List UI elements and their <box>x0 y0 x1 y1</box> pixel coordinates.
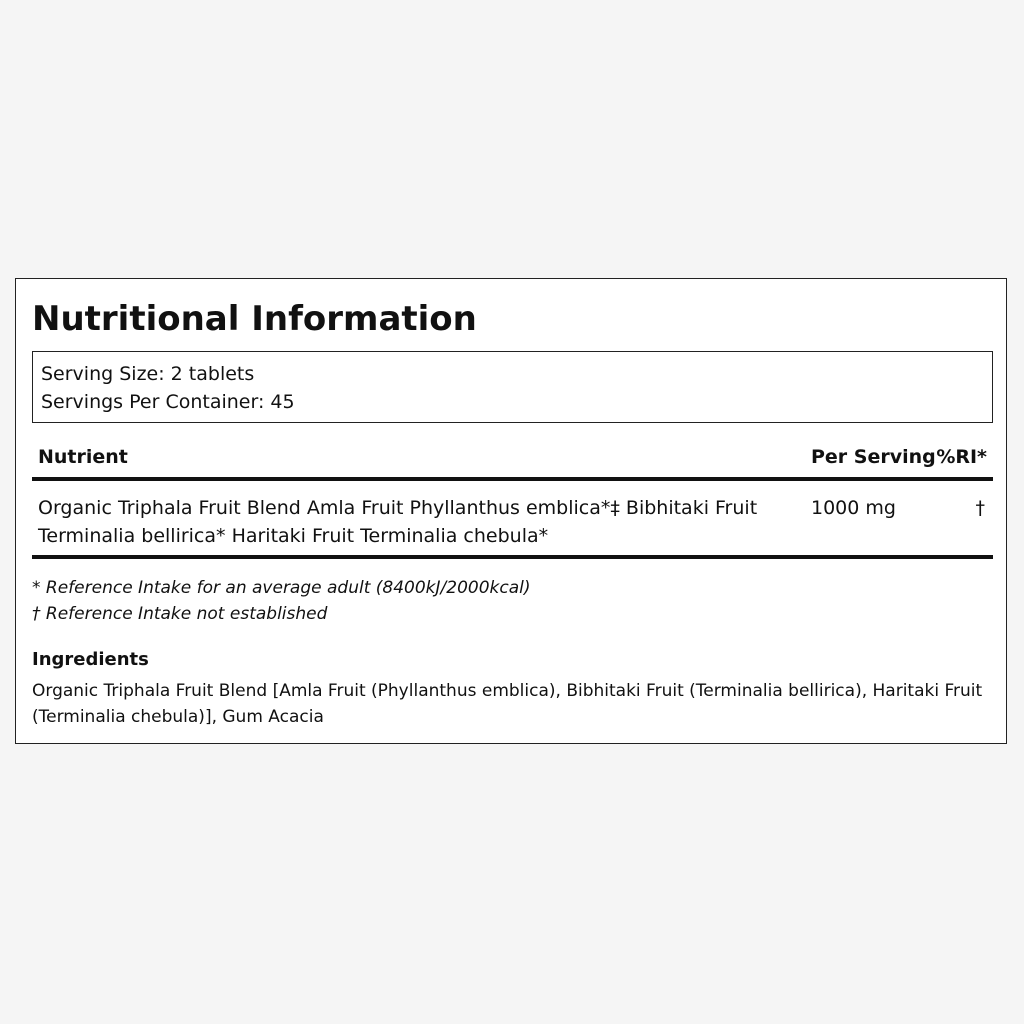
nutrient-ri: † <box>975 497 985 519</box>
ingredients-text: Organic Triphala Fruit Blend [Amla Fruit (Phyllanthus emblica), Bibhitaki Fruit (Terminalia bellirica), Haritaki Fruit (Terminalia chebula)], Gum Acacia <box>32 681 983 727</box>
table-header <box>32 435 993 481</box>
servings-per-container: Servings Per Container: 45 <box>41 391 295 413</box>
nutrient-name: Organic Triphala Fruit Blend Amla Fruit Phyllanthus emblica*‡ Bibhitaki Fruit Terminalia bellirica* Haritaki Fruit Terminalia chebula* <box>38 497 758 547</box>
table-row <box>32 481 993 559</box>
ingredients-heading: Ingredients <box>32 649 149 670</box>
page-title: Nutritional Information <box>32 299 477 339</box>
column-header-ri: %RI* <box>936 446 987 468</box>
nutrient-table <box>32 435 993 559</box>
serving-size: Serving Size: 2 tablets <box>41 363 255 385</box>
footnotes <box>32 575 531 627</box>
serving-info-box <box>32 351 993 423</box>
footnote-reference-intake: * Reference Intake for an average adult (8400kJ/2000kcal) <box>32 578 531 598</box>
nutrient-amount: 1000 mg <box>811 497 896 519</box>
footnote-not-established: † Reference Intake not established <box>32 604 328 624</box>
column-header-per-serving: Per Serving <box>811 446 936 468</box>
nutrition-panel <box>15 278 1007 744</box>
column-header-nutrient: Nutrient <box>38 446 128 468</box>
